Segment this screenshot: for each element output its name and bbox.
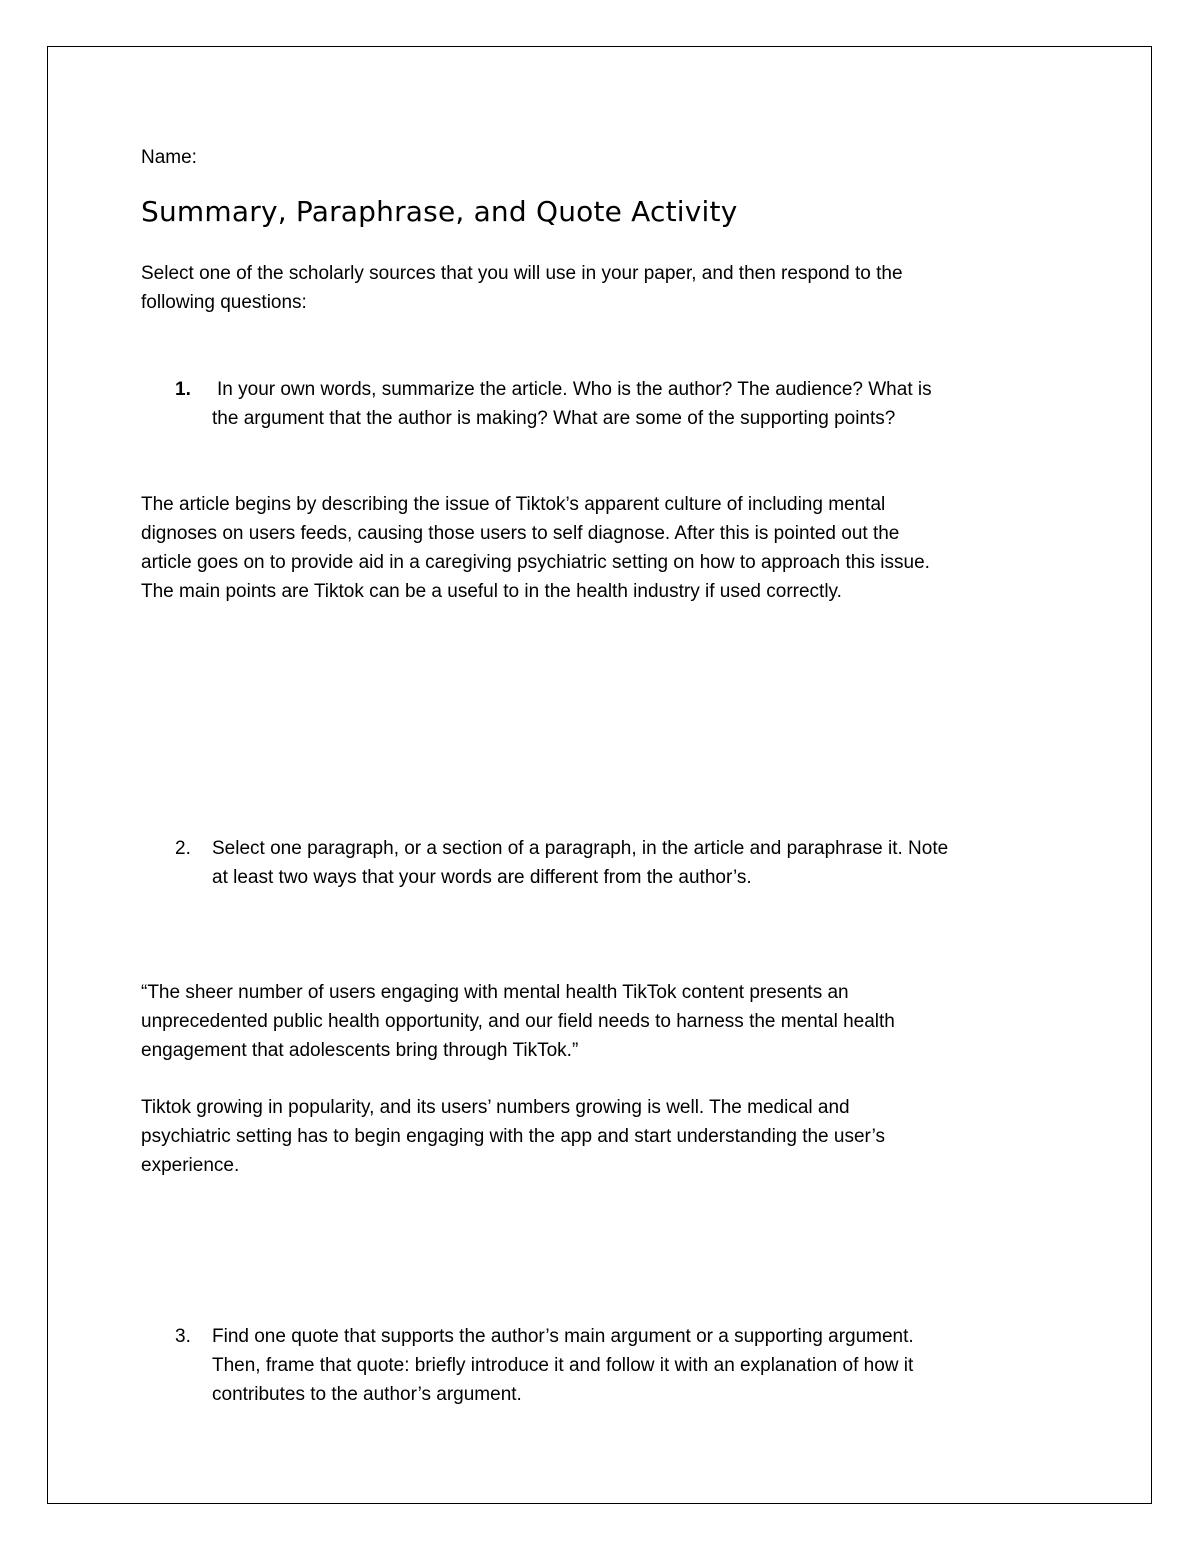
question-text (212, 1322, 1072, 1409)
name-label: Name: (141, 147, 197, 168)
answer-line: unprecedented public health opportunity, and our field needs to harness the mental health (141, 1011, 895, 1032)
question-text (212, 834, 1072, 892)
question-number: 2. (175, 838, 191, 859)
answer-line: dignoses on users feeds, causing those users to self diagnose. After this is pointed out the (141, 523, 900, 544)
answer-line: The main points are Tiktok can be a useful to in the health industry if used correctly. (141, 581, 842, 602)
answer-line: article goes on to provide aid in a caregiving psychiatric setting on how to approach this issue. (141, 552, 930, 573)
intro-line-1: Select one of the scholarly sources that you will use in your paper, and then respond to the (141, 263, 903, 284)
question-line: at least two ways that your words are different from the author’s. (212, 867, 752, 888)
answer-line: experience. (141, 1155, 240, 1176)
question-line: In your own words, summarize the article. Who is the author? The audience? What is (217, 379, 932, 400)
question-line: contributes to the author’s argument. (212, 1384, 522, 1405)
answer-line: Tiktok growing in popularity, and its users’ numbers growing is well. The medical and (141, 1097, 850, 1118)
question-line: the argument that the author is making? What are some of the supporting points? (212, 408, 896, 429)
question-number: 1. (175, 379, 191, 400)
page-title: Summary, Paraphrase, and Quote Activity (141, 195, 738, 228)
answer-2-paraphrase (141, 1093, 1061, 1180)
question-number: 3. (175, 1326, 191, 1347)
answer-2-quote (141, 978, 1061, 1065)
question-line: Then, frame that quote: briefly introduce it and follow it with an explanation of how it (212, 1355, 914, 1376)
question-line: Find one quote that supports the author’s main argument or a supporting argument. (212, 1326, 914, 1347)
answer-line: engagement that adolescents bring through TikTok.” (141, 1040, 579, 1061)
answer-line: psychiatric setting has to begin engaging with the app and start understanding the user’s (141, 1126, 885, 1147)
intro-line-2: following questions: (141, 292, 307, 313)
answer-1 (141, 490, 1061, 606)
question-line: Select one paragraph, or a section of a paragraph, in the article and paraphrase it. Note (212, 838, 949, 859)
answer-line: The article begins by describing the issue of Tiktok’s apparent culture of including mental (141, 494, 886, 515)
question-text (212, 375, 1072, 433)
answer-line: “The sheer number of users engaging with mental health TikTok content presents an (141, 982, 849, 1003)
